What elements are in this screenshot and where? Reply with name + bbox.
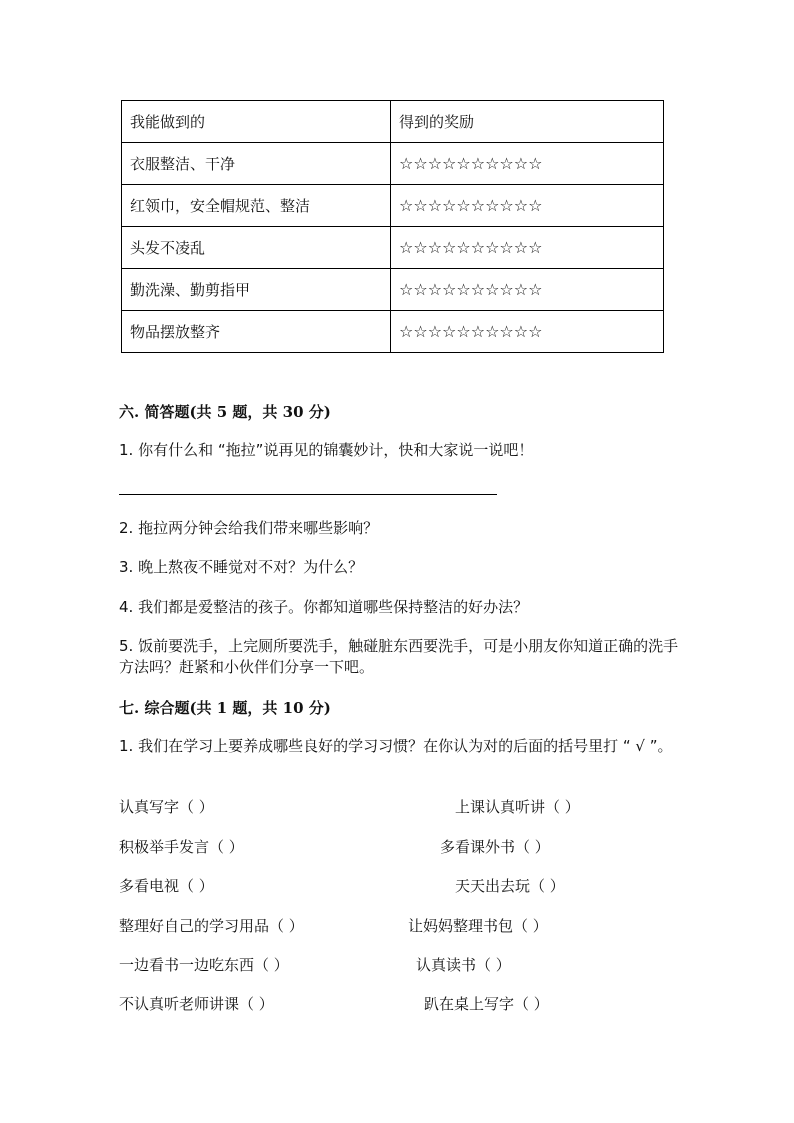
answer-parentheses[interactable]: （ ） (515, 838, 550, 856)
habit-item-left (119, 954, 289, 975)
question-6-3: 3. 晚上熬夜不睡觉对不对？为什么？ (119, 558, 364, 576)
table-header-row (122, 101, 664, 143)
answer-parentheses[interactable]: （ ） (514, 995, 549, 1013)
habit-label: 天天出去玩 (455, 877, 531, 895)
answer-parentheses[interactable]: （ ） (530, 877, 565, 895)
habit-label: 认真写字 (119, 798, 180, 816)
row-item: 勤洗澡、勤剪指甲 (122, 269, 391, 311)
habit-label: 让妈妈整理书包 (408, 917, 514, 935)
row-stars[interactable]: ☆☆☆☆☆☆☆☆☆☆ (391, 185, 664, 227)
habit-label: 认真读书 (416, 956, 477, 974)
answer-parentheses[interactable]: （ ） (209, 838, 244, 856)
table-row (122, 311, 664, 353)
answer-parentheses[interactable]: （ ） (545, 798, 580, 816)
habit-item-left (119, 796, 214, 817)
answer-parentheses[interactable]: （ ） (179, 877, 214, 895)
habit-label: 上课认真听讲 (455, 798, 546, 816)
answer-parentheses[interactable]: （ ） (269, 917, 304, 935)
answer-parentheses[interactable]: （ ） (254, 956, 289, 974)
section-6-title: 六. 简答题(共 5 题，共 30 分) (119, 403, 331, 421)
habit-label: 积极举手发言 (119, 838, 210, 856)
row-stars[interactable]: ☆☆☆☆☆☆☆☆☆☆ (391, 269, 664, 311)
habit-item-right (455, 875, 565, 896)
habit-label: 多看电视 (119, 877, 180, 895)
section-7-title: 七. 综合题(共 1 题，共 10 分) (119, 699, 331, 717)
habit-label: 整理好自己的学习用品 (119, 917, 270, 935)
table-row (122, 143, 664, 185)
answer-parentheses[interactable]: （ ） (239, 995, 274, 1013)
row-item: 衣服整洁、干净 (122, 143, 391, 185)
habit-label: 多看课外书 (440, 838, 516, 856)
habit-item-left (119, 915, 304, 936)
question-7-1: 1. 我们在学习上要养成哪些良好的学习习惯？在你认为对的后面的括号里打 “ √ ”。 (119, 737, 673, 755)
habit-item-left (119, 875, 214, 896)
question-6-5: 5. 饭前要洗手，上完厕所要洗手，触碰脏东西要洗手，可是小朋友你知道正确的洗手方法吗？赶紧和小伙伴们分享一下吧。 (119, 637, 679, 676)
question-6-2: 2. 拖拉两分钟会给我们带来哪些影响？ (119, 519, 379, 537)
habit-item-right (408, 915, 548, 936)
row-stars[interactable]: ☆☆☆☆☆☆☆☆☆☆ (391, 311, 664, 353)
rewards-table (121, 100, 664, 353)
header-can-do: 我能做到的 (122, 101, 391, 143)
habit-item-left (119, 993, 274, 1014)
table-row (122, 185, 664, 227)
table-row (122, 269, 664, 311)
habit-label: 趴在桌上写字 (424, 995, 515, 1013)
habit-label: 一边看书一边吃东西 (119, 956, 255, 974)
answer-parentheses[interactable]: （ ） (476, 956, 511, 974)
answer-parentheses[interactable]: （ ） (179, 798, 214, 816)
habit-item-right (440, 836, 550, 857)
header-reward: 得到的奖励 (391, 101, 664, 143)
row-item: 红领巾，安全帽规范、整洁 (122, 185, 391, 227)
habit-item-right (455, 796, 580, 817)
question-6-4: 4. 我们都是爱整洁的孩子。你都知道哪些保持整洁的好办法？ (119, 598, 529, 616)
habit-label: 不认真听老师讲课 (119, 995, 240, 1013)
table-row (122, 227, 664, 269)
habit-item-left (119, 836, 244, 857)
question-6-1: 1. 你有什么和 “拖拉”说再见的锦囊妙计，快和大家说一说吧！ (119, 441, 534, 459)
habit-item-right (416, 954, 511, 975)
row-stars[interactable]: ☆☆☆☆☆☆☆☆☆☆ (391, 143, 664, 185)
row-stars[interactable]: ☆☆☆☆☆☆☆☆☆☆ (391, 227, 664, 269)
habit-item-right (424, 993, 549, 1014)
row-item: 头发不凌乱 (122, 227, 391, 269)
answer-parentheses[interactable]: （ ） (513, 917, 548, 935)
row-item: 物品摆放整齐 (122, 311, 391, 353)
answer-line[interactable] (119, 494, 497, 495)
